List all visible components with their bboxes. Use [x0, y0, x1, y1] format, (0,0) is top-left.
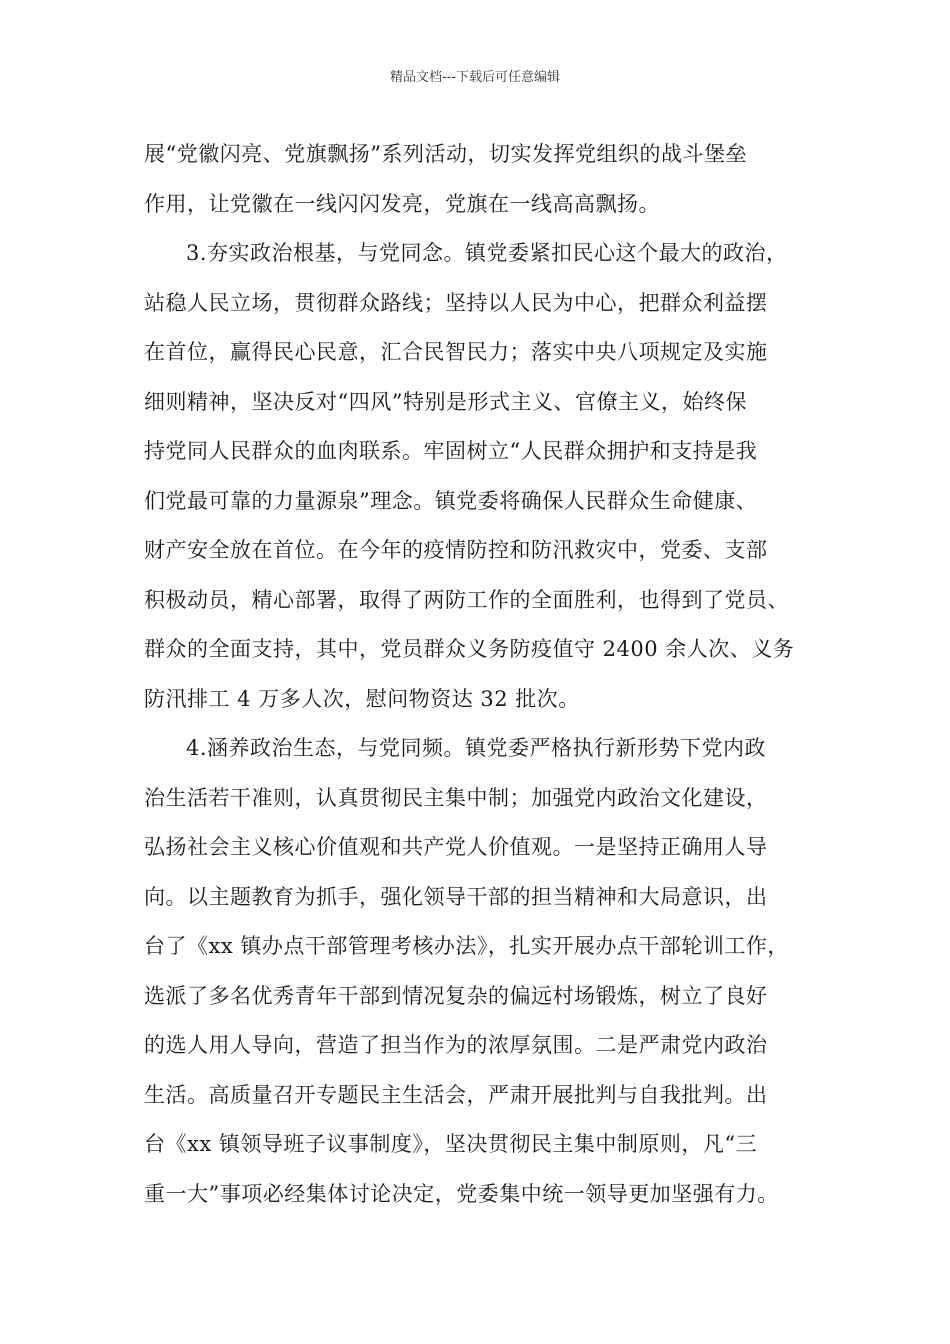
text-line: 作用，让党徽在一线闪闪发亮，党旗在一线高高飘扬。	[144, 191, 660, 216]
paragraph-3-first-line: 3.夯实政治根基，与党同念。镇党委紧扣民心这个最大的政治，	[186, 241, 788, 265]
document-body	[144, 130, 826, 1219]
text-line: 们党最可靠的力量源泉”理念。镇党委将确保人民群众生命健康、	[144, 488, 758, 513]
page-header: 精品文档---下载后可任意编辑	[389, 70, 561, 85]
text-line: 治生活若干准则，认真贯彻民主集中制；加强党内政治文化建设，	[144, 785, 768, 810]
text-line: 细则精神，坚决反对“四风”特别是形式主义、官僚主义，始终保	[144, 389, 747, 414]
text-line: 展“党徽闪亮、党旗飘扬”系列活动，切实发挥党组织的战斗堡垒	[144, 142, 747, 166]
text-line: 弘扬社会主义核心价值观和共产党人价值观。一是坚持正确用人导	[144, 835, 768, 859]
text-line: 向。以主题教育为抓手，强化领导干部的担当精神和大局意识，出	[144, 884, 768, 909]
text-line: 在首位，赢得民心民意，汇合民智民力；落实中央八项规定及实施	[144, 340, 768, 364]
text-line: 生活。高质量召开专题民主生活会，严肃开展批判与自我批判。出	[144, 1082, 768, 1107]
text-line: 台《xx 镇领导班子议事制度》，坚决贯彻民主集中制原则，凡“三	[144, 1132, 758, 1156]
paragraph-4-first-line: 4.涵养政治生态，与党同频。镇党委严格执行新形势下党内政	[186, 736, 767, 760]
text-line: 群众的全面支持，其中，党员群众义务防疫值守 2400 余人次、义务	[144, 637, 795, 661]
text-line: 持党同人民群众的血肉联系。牢固树立“人民群众拥护和支持是我	[144, 439, 758, 463]
text-line: 重一大”事项必经集体讨论决定，党委集中统一领导更加坚强有力。	[144, 1181, 779, 1206]
text-line: 财产安全放在首位。在今年的疫情防控和防汛救灾中，党委、支部	[144, 538, 768, 562]
text-line: 站稳人民立场，贯彻群众路线；坚持以人民为中心，把群众利益摆	[144, 290, 768, 315]
text-line: 积极动员，精心部署，取得了两防工作的全面胜利，也得到了党员、	[144, 587, 789, 612]
text-line: 的选人用人导向，营造了担当作为的浓厚氛围。二是严肃党内政治	[144, 1033, 768, 1057]
text-line: 防汛排工 4 万多人次，慰问物资达 32 批次。	[144, 686, 580, 711]
text-line: 台了《xx 镇办点干部管理考核办法》，扎实开展办点干部轮训工作，	[144, 934, 789, 958]
text-line: 选派了多名优秀青年干部到情况复杂的偏远村场锻炼，树立了良好	[144, 983, 768, 1008]
